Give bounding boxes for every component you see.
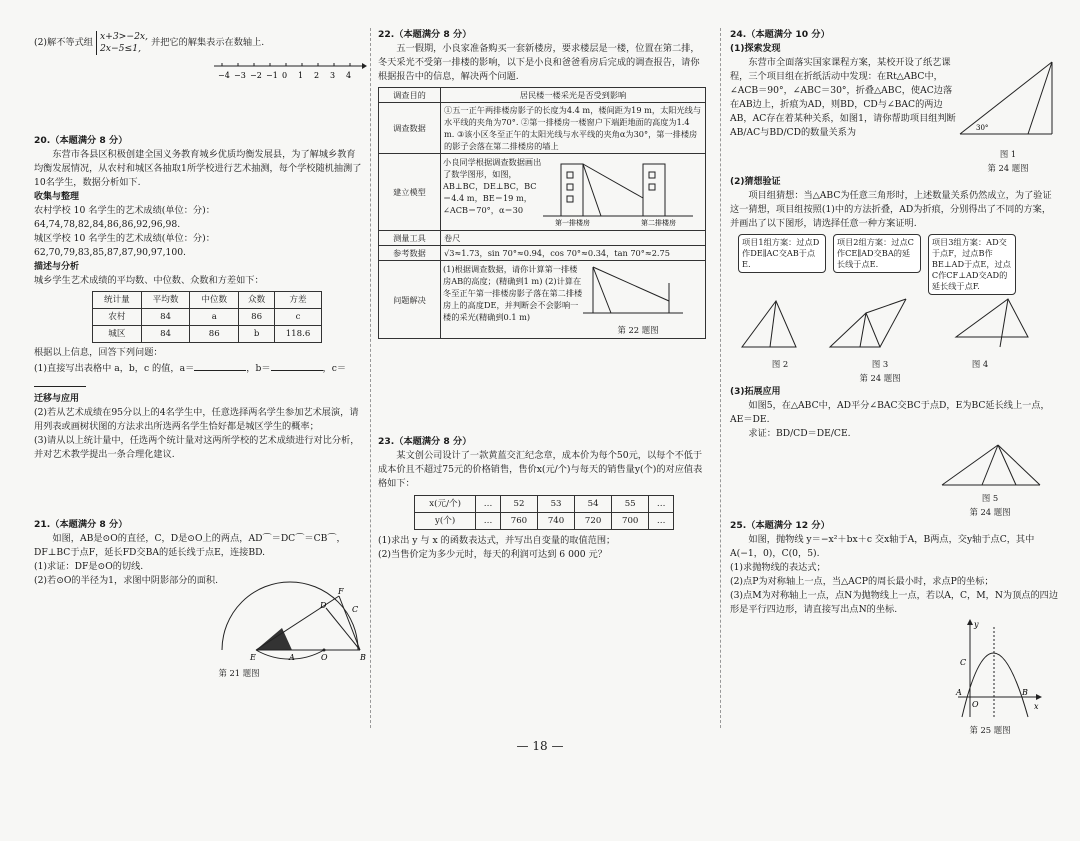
tick-label: 3 [330,71,336,80]
plan-bubble-2: 项目2组方案：过点C作CE∥AD交BA的延长线于点E. [833,234,921,273]
answer-blank[interactable] [271,360,323,371]
table-cell: … [476,496,501,513]
q20-answer-intro: 根据以上信息，回答下列问题： [34,347,163,358]
label-C: C [960,658,967,667]
table-cell: y(个) [415,513,476,530]
table-row [93,326,322,343]
table-cell: 城区 [93,326,142,343]
table-cell: … [476,513,501,530]
q25-part3: (3)点M为对称轴上一点，点N为抛物线上一点，若以A，C，M，N为顶点的四边形是平行四边形，请直接写出点N的坐标. [730,590,1059,615]
tick-label: −4 [218,71,230,80]
table-header: 中位数 [190,292,239,309]
inequality-system: x+3>−2x, 2x−5≤1, [96,31,148,55]
label-A: A [956,688,962,697]
table-cell: 测量工具 [379,231,441,246]
table-row [379,154,706,231]
table-row [379,261,706,339]
q21-part1: (1)求证：DF是⊙O的切线. [34,561,144,572]
fig5-caption: 图 5 [981,493,999,503]
q24-apply-title: (3)拓展应用 [730,387,781,397]
q22-report-table [378,87,706,339]
q22-problem-figure [583,263,693,321]
q21-figure [34,588,364,666]
table-cell: (1)根据调查数据，请你计算第一排楼房AB的高度；(精确到1 m) (2)计算在冬至正午第一排楼房影子落在第二排楼房上的高度DE，并判断会不会影响一楼的采光(精确到0.1 m) 第 22 题图 [441,261,706,339]
q23-part1: (1)求出 y 与 x 的函数表达式，并写出自变量的取值范围； [378,535,616,546]
label-O: O [321,653,328,662]
table-cell: 农村 [93,309,142,326]
table-cell: 700 [612,513,649,530]
table-cell: 86 [190,326,239,343]
plan-bubble-3: 项目3组方案：AD交于点F，过点B作BE⊥AD于点E，过点C作CF⊥AD交AD的延长线于点F. [928,234,1016,295]
q21-head: 21.（本题满分 8 分） [34,519,128,530]
table-cell: … [649,513,674,530]
tick-label: 1 [298,71,304,80]
q21-part2: (2)若⊙O的半径为1，求图中阴影部分的面积. [34,575,219,586]
number-line [34,58,364,82]
q24-apply-text: 如图5，在△ABC中，AD平分∠BAC交BC于点D，E为BC延长线上一点，AE＝DE. [730,400,1050,425]
label-x: x [1034,702,1039,711]
table-cell: 720 [575,513,612,530]
q25-caption: 第 25 题图 [969,725,1011,735]
q25-part1: (1)求抛物线的表达式； [730,562,826,573]
table-cell: c [275,309,322,326]
table-cell: 卷尺 [441,231,706,246]
table-cell: 54 [575,496,612,513]
q25-part2: (2)点P为对称轴上一点，当△ACP的周长最小时，求点P的坐标； [730,576,994,587]
q20-part1: (1)直接写出表格中 a，b，c 的值，a＝ ，b＝ ，c＝ [34,360,364,392]
q22-intro: 五一假期，小良家准备购买一套新楼房，要求楼层是一楼，位置在第二排，冬天采光不受第一排楼的影响，以下是小良和爸爸看房后完成的调查报告，请你根据报告中的信息，解决两个问题. [378,43,700,82]
q21-caption: 第 21 题图 [218,668,260,678]
table-header: 平均数 [141,292,190,309]
table-cell: 53 [538,496,575,513]
table-cell: 52 [500,496,537,513]
q20-urban-label: 城区学校 10 名学生的艺术成绩(单位：分)： [34,233,215,244]
q20-stats-table [92,291,322,343]
q20-collect-title: 收集与整理 [34,192,80,202]
q22-caption: 第 22 题图 [617,325,659,335]
table-cell: x(元/个) [415,496,476,513]
table-cell: b [239,326,275,343]
table-cell: … [649,496,674,513]
table-cell: 参考数据 [379,246,441,261]
answer-blank[interactable] [34,376,86,387]
q24-explore-title: (1)探索发现 [730,44,781,54]
fig1-caption: 图 1 [999,149,1017,159]
table-cell: 调查目的 [379,88,441,103]
q20-transfer-title: 迁移与应用 [34,394,80,404]
label-D: D [320,601,327,610]
q20-part3: (3)请从以上统计量中，任选两个统计量对这两所学校的艺术成绩进行对比分析，并对艺术教学提出一条合理化建议. [34,435,360,460]
q22-building-figure [543,156,703,228]
q20-describe-title: 描述与分析 [34,262,80,272]
column-3 [730,28,1060,737]
table-row [379,246,706,261]
label-B: B [1022,688,1028,697]
q25-text1: 如图，抛物线 y＝−x²＋bx＋c 交x轴于A，B两点，交y轴于点C，其中A(−1，0)，C(0，5). [730,534,1035,559]
table-cell: √3≈1.73，sin 70°≈0.94，cos 70°≈0.34，tan 70°≈2.75 [441,246,706,261]
table-row [379,88,706,103]
column-2 [378,28,708,562]
q21-text2: DF⊥BC于点F，延长FD交BA的延长线于点E，连接BD. [34,547,266,558]
table-cell: a [190,309,239,326]
plan-bubble-1: 项目1组方案：过点D作DE∥AC交AB于点E. [738,234,826,273]
fig3-caption: 图 3 [871,359,889,369]
label-second-building: 第二排楼房 [641,219,676,227]
fig5-label: 第 24 题图 [969,507,1011,517]
q20-urban-scores: 62,70,79,83,85,87,87,90,97,100. [34,247,186,258]
tick-label: 0 [282,71,288,80]
fig-group-label: 第 24 题图 [859,373,901,383]
table-cell: 84 [141,309,190,326]
angle-label: 30° [976,124,989,132]
label-y: y [974,620,979,629]
label-F: F [338,587,344,596]
q20-rural-label: 农村学校 10 名学生的艺术成绩(单位：分)： [34,205,215,216]
q23-part2: (2)当售价定为多少元时，每天的利润可达到 6 000 元？ [378,549,607,560]
table-header: 统计量 [93,292,142,309]
answer-blank[interactable] [194,360,246,371]
label-B: B [360,653,366,662]
table-cell: 问题解决 [379,261,441,339]
q24-figures-2-4 [730,295,1050,357]
tick-label: −1 [266,71,278,80]
tick-label: −3 [234,71,246,80]
q21-text1: 如图，AB是⊙O的直径，C，D是⊙O上的两点，AD⌒＝DC⌒＝CB⌒， [52,533,346,544]
q24-plans [738,234,1060,295]
q24-guess-title: (2)猜想验证 [730,177,781,187]
table-cell: 55 [612,496,649,513]
column-divider [370,28,371,728]
fig1-label: 第 24 题图 [987,163,1029,173]
q24-prove: 求证：BD/CD＝DE/CE. [748,428,851,439]
table-cell: 84 [141,326,190,343]
label-C: C [352,605,359,614]
q23-intro: 某文创公司设计了一款黄蓝交汇纪念章，成本价为每个50元，以每个不低于成本价且不超过75元的价格销售，售价x(元/个)与每天的销售量y(个)的对应值表格如下： [378,450,703,489]
fig2-caption: 图 2 [771,359,789,369]
label-first-building: 第一排楼房 [555,219,590,227]
table-cell: 调查数据 [379,103,441,154]
q24-explore-text: 东营市全面落实国家课程方案，某校开设了纸艺课程，三个项目组在折纸活动中发现：在Rt△ABC中，∠ACB＝90°，∠ABC＝30°，折叠△ABC，使AC边落在AB边上，折痕为AD，则BD，CD与∠BAC的两边AB，AC存在着某种关系，如图1，请你帮助项目组判断AB/AC与BD/CD的数量关系为 [730,57,956,138]
column-1 [34,28,364,680]
label-E: E [250,653,256,662]
q24-explore-block [730,56,1060,175]
page-number: — 18 — [516,739,564,753]
q20-rural-scores: 64,74,78,82,84,86,86,92,96,98. [34,219,181,230]
table-row [93,309,322,326]
q22-head: 22.（本题满分 8 分） [378,29,472,40]
q24-guess-text: 项目组猜想：当△ABC为任意三角形时，上述数量关系仍然成立，为了验证这一猜想，项目组按照(1)中的方法折叠，AD为折痕，分别得出了不同的方案，并画出了以下图形，请选择任意一种方案证明. [730,190,1052,229]
table-cell: 760 [500,513,537,530]
table-cell: 86 [239,309,275,326]
table-cell: 118.6 [275,326,322,343]
tick-label: 4 [346,71,352,80]
q23-head: 23.（本题满分 8 分） [378,436,472,447]
q24-figure1 [956,56,1060,142]
label-O: O [972,700,979,709]
tick-label: 2 [314,71,320,80]
q23-table [414,495,674,530]
q20-part2: (2)若从艺术成绩在95分以上的4名学生中，任意选择两名学生参加艺术展演，请用列表或画树状图的方法求出所选两名学生恰好都是城区学生的概率； [34,407,359,432]
table-cell: 建立模型 [379,154,441,231]
table-cell: ①五一正午两排楼房影子的长度为4.4 m，楼间距为19 m，太阳光线与水平线的夹角为70°. ②第一排楼房一楼窗户下端距地面的高度为1.4 m. ③该小区冬至正午的太阳光线与水平线的夹角α为30°，第一排楼房的影子会落在第二排楼房的墙上 [441,103,706,154]
q25-parabola-figure [730,617,1050,723]
q25-head: 25.（本题满分 12 分） [730,520,830,531]
table-header: 众数 [239,292,275,309]
column-divider [720,28,721,728]
q24-figure5 [730,441,1050,491]
q20-table-intro: 城乡学生艺术成绩的平均数、中位数、众数和方差如下： [34,275,264,286]
label-A: A [289,653,295,662]
q20-intro: 东营市各县区积极创建全国义务教育城乡优质均衡发展县，为了解城乡教育均衡发展情况，从农村和城区各抽取1所学校进行艺术抽测，每个学校随机抽测了10名学生，数据分析如下. [34,149,362,188]
table-header-row [93,292,322,309]
table-cell: 740 [538,513,575,530]
table-row [415,513,674,530]
q24-head: 24.（本题满分 10 分） [730,29,830,40]
q20-head: 20.（本题满分 8 分） [34,135,128,146]
table-cell: 居民楼一楼采光是否受到影响 [441,88,706,103]
q19-part2: (2)解不等式组 x+3>−2x, 2x−5≤1, 并把它的解集表示在数轴上. [34,31,265,54]
table-row [379,103,706,154]
table-header: 方差 [275,292,322,309]
fig4-caption: 图 4 [971,359,989,369]
tick-label: −2 [250,71,262,80]
table-row [379,231,706,246]
table-cell: 小良同学根据调查数据画出了数学图形，如图，AB⊥BC，DE⊥BC，BC＝4.4 m，BE＝19 m，∠ACB＝70°，α＝30 第一排楼房 第二排楼房 [441,154,706,231]
table-row [415,496,674,513]
